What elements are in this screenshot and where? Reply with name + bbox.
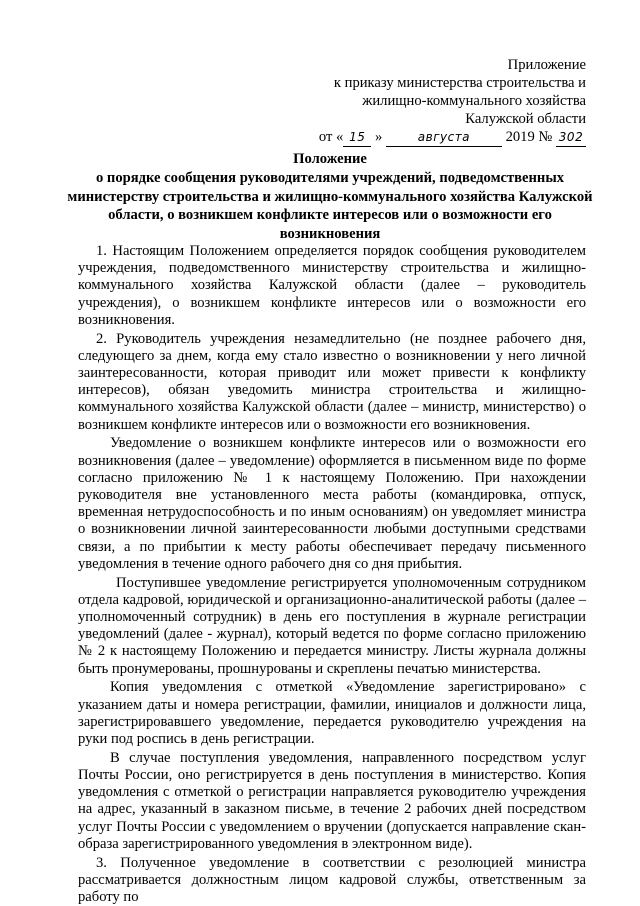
paragraph-7: 3. Полученное уведомление в соответствии с резолюцией министра рассматривается должностным лицом кадровой службы, ответственным за работу по [78, 854, 586, 906]
annex-date-line: от « 15 » августа 2019 № 302 [319, 128, 586, 147]
annex-order-ref: к приказу министерства строительства и [333, 75, 586, 91]
annex-region: Калужской области [465, 111, 586, 127]
paragraph-2: 2. Руководитель учреждения незамедлительно (не позднее рабочего дня, следующего за днем, когда ему стало известно о возникновении у него личной заинтересованности, которая приводит или может привести к конфликту интересов), обязан уведомить министра строительства и жилищно-коммунального хозяйства Калужской области (далее – министр, министерство) о возникшем конфликте интересов или о возможности его возникновения. [78, 330, 586, 433]
annex-date-day: 15 [349, 130, 366, 144]
paragraph-3: Уведомление о возникшем конфликте интересов или о возможности его возникновения (далее – уведомление) оформляется в письменном виде по форме согласно приложению № 1 к настоящему Положению. При нахождении руководителя вне установленного места работы (командировка, отпуск, временная нетрудоспособность и по иным основаниям) он уведомляет министра о возникновении личной заинтересованности любыми доступными средствами связи, а по прибытии к месту работы обеспечивает передачу письменного уведомления в течение одного рабочего дня со дня прибытия. [78, 435, 586, 572]
annex-header [319, 56, 586, 147]
title-heading: Положение [293, 151, 367, 167]
document-body [78, 243, 586, 906]
annex-number: 302 [558, 130, 584, 144]
annex-ministry: жилищно-коммунального хозяйства [362, 93, 586, 109]
annex-date-month: августа [417, 130, 471, 144]
annex-date-year: 2019 [505, 129, 535, 145]
paragraph-1: 1. Настоящим Положением определяется порядок сообщения руководителем учреждения, подведомственного министерству строительства и жилищно-коммунального хозяйства Калужской области (далее – руководитель учреждения), о возникшем конфликте интересов или о возможности его возникновения. [78, 243, 586, 328]
paragraph-6: В случае поступления уведомления, направленного посредством услуг Почты России, оно регистрируется в день поступления в министерство. Копия уведомления с отметкой о регистрации направляется руководителю учреждения на адрес, указанный в заказном письме, в течение 2 рабочих дней посредством услуг Почты России с уведомлением о вручении (допускается направление скан-образа зарегистрированного уведомления в электронном виде). [78, 749, 586, 852]
annex-label: Приложение [507, 57, 586, 73]
document-title: Положение о порядке сообщения руководителями учреждений, подведомственных министерству строительства и жилищно-коммунального хозяйства Калужской области, о возникшем конфликте интересов или о возможности его возникновения [60, 150, 600, 244]
paragraph-5: Копия уведомления с отметкой «Уведомление зарегистрировано» с указанием даты и номера регистрации, фамилии, инициалов и должности лица, зарегистрировавшего уведомление, передается руководителю учреждения на руки под роспись в день регистрации. [78, 679, 586, 748]
paragraph-4: Поступившее уведомление регистрируется уполномоченным сотрудником отдела кадровой, юридической и организационно-аналитической работы (далее – уполномоченный сотрудник) в день его поступления в журнале регистрации уведомлений (далее - журнал), который ведется по форме согласно приложению № 2 к настоящему Положению и передается министру. Листы журнала должны быть пронумерованы, прошнурованы и скреплены печатью министерства. [78, 574, 586, 677]
